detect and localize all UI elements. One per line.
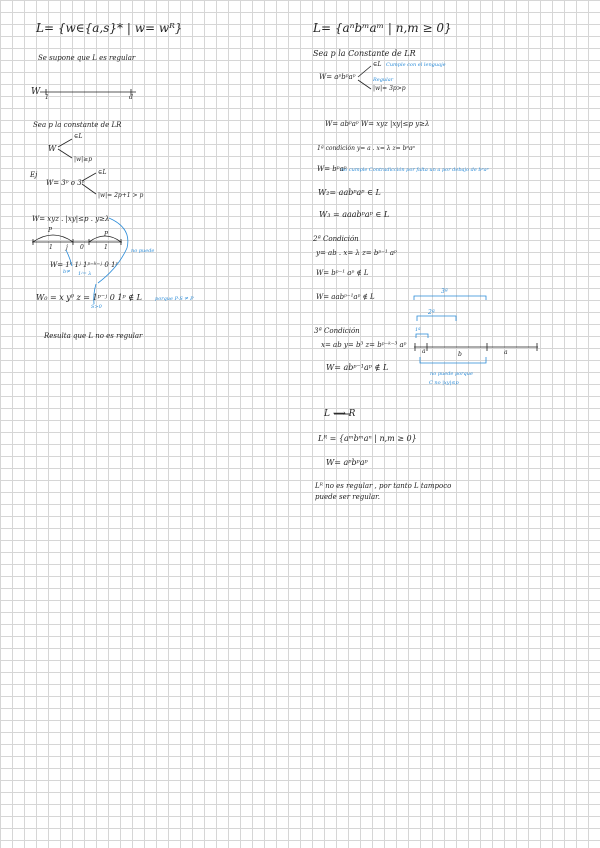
right-w2: W₂= aabᵖaᵖ ∈ L [318,188,381,197]
left-branch-len2: |w|= 2p+1 > p [98,192,144,199]
right-w-cond3: W= abᵖ⁻¹aᵖ ∉ L [326,363,389,372]
right-w-cond1: W= bᵖaᵖ [317,165,347,173]
right-cond2-line: y= ab . x= λ z= bᵖ⁻¹ aᵖ [316,249,397,257]
right-p-constant: Sea p la Constante de LR [313,49,416,58]
left-seg-p1: P [48,227,53,234]
right-w-rev: W= aᵖbᵖaᵖ [326,458,368,467]
left-number-line [40,89,136,95]
left-seg-1b: 1 [104,244,108,251]
right-regular: Regular [373,77,394,83]
right-seg-a1: a [422,348,426,355]
left-tick-1: 1 [45,94,49,101]
left-suppose: Se supone que L es regular [38,54,136,62]
left-w-split: W= xyz . |xy|≤p . y≥λ [32,215,110,223]
right-w3: W₃ = aaabᵖaᵖ ∈ L [319,210,390,219]
left-seg-j: j [66,244,68,251]
left-b-ne: b≠ [63,269,71,275]
right-segment-line [414,343,538,351]
left-branch-2 [82,173,96,194]
right-blue-braces [414,296,486,363]
right-cond1-line: 1ª condición y= a . x= λ z= bᵖaᵖ [317,145,415,152]
left-p-constant: Sea p la constante de LR [33,121,122,129]
right-branch [358,66,371,89]
right-cumple: Cumple con el lenguaje [386,62,446,68]
right-l-r: Lᴿ = {aᵐbᵐaⁿ | n,m ≥ 0} [318,434,417,443]
right-seg-b: b [458,351,462,358]
right-brace-2a: 2ª [428,309,435,316]
right-brace-1a: 1ª [415,327,421,333]
left-seg-1a: 1 [49,244,53,251]
right-w-split: W= abᵖaᵖ W= xyz |xy|≤p y≥λ [325,120,430,128]
right-reverse: L ⟶ R [324,409,356,419]
left-title: L= {w∈{a,s}* | w= wᴿ} [36,21,183,35]
right-w-cond2b: W= aabᵖ⁻¹aᵖ ∉ L [316,293,375,301]
left-s-gt-0: S>0 [91,304,102,310]
left-porque: porque P-S ≠ P [155,296,194,302]
left-w-example: W= 3ᵖ o 3ᵖ [46,179,85,187]
right-cond3-line: x= ab y= b³ z= bᵖ⁻ᵏ⁻³ aᵖ [321,341,407,349]
right-cond3-head: 3ª Condición [314,327,360,335]
right-brace-3a: 3ª [441,288,448,295]
right-no-puede: no puede porque [430,371,473,377]
left-w0-line: W= 1ᵏ 1ʲ 1ᵖ⁻ᵏ⁻ʲ 0 1ᵖ [50,261,119,269]
right-branch-in-l: ∈L [373,61,382,68]
left-ej: Ej [30,171,38,179]
left-no-puede: no puede [131,248,155,254]
right-w-def: W= aᵖbᵖaᵖ [319,73,356,81]
left-line-label: W [31,87,41,97]
left-one-lambda: 1ʲ= λ [78,271,92,277]
right-cond2-head: 2ª Condición [313,235,359,243]
left-w-small: W [48,144,57,153]
right-w-cond2a: W= bᵖ⁻¹ aᵖ ∉ L [316,269,369,277]
left-seg-p2: P [104,231,109,238]
left-seg-0: 0 [80,244,84,251]
left-branch-len: |w|≥p [74,156,93,163]
left-tick-d: d [129,94,133,101]
left-w0-result: W₀ = x y⁰ z = 1ᵖ⁻ʲ 0 1ᵖ ∉ L [36,293,142,302]
right-final-1: Lᴿ no es regular , por tanto L tampoco [315,482,452,490]
right-no-cumple: no cumple Contradicción por falta un a por debajo de bᵖaᵖ [341,167,489,173]
left-branch-1 [58,139,72,158]
right-branch-len: |w|= 3p>p [373,85,406,92]
left-branch-in-l: ∈L [74,133,83,140]
right-xy-le-p: C no |xy|≤p [429,380,459,386]
left-conclusion: Resulta que L no es regular [44,332,143,340]
right-final-2: puede ser regular. [315,493,380,501]
left-segment-diagram [32,235,122,245]
left-branch-in-l2: ∈L [98,169,107,176]
right-title: L= {aⁿbᵐaᵐ | n,m ≥ 0} [313,21,452,35]
right-seg-a2: a [504,349,508,356]
left-blue-annotations [66,218,128,304]
